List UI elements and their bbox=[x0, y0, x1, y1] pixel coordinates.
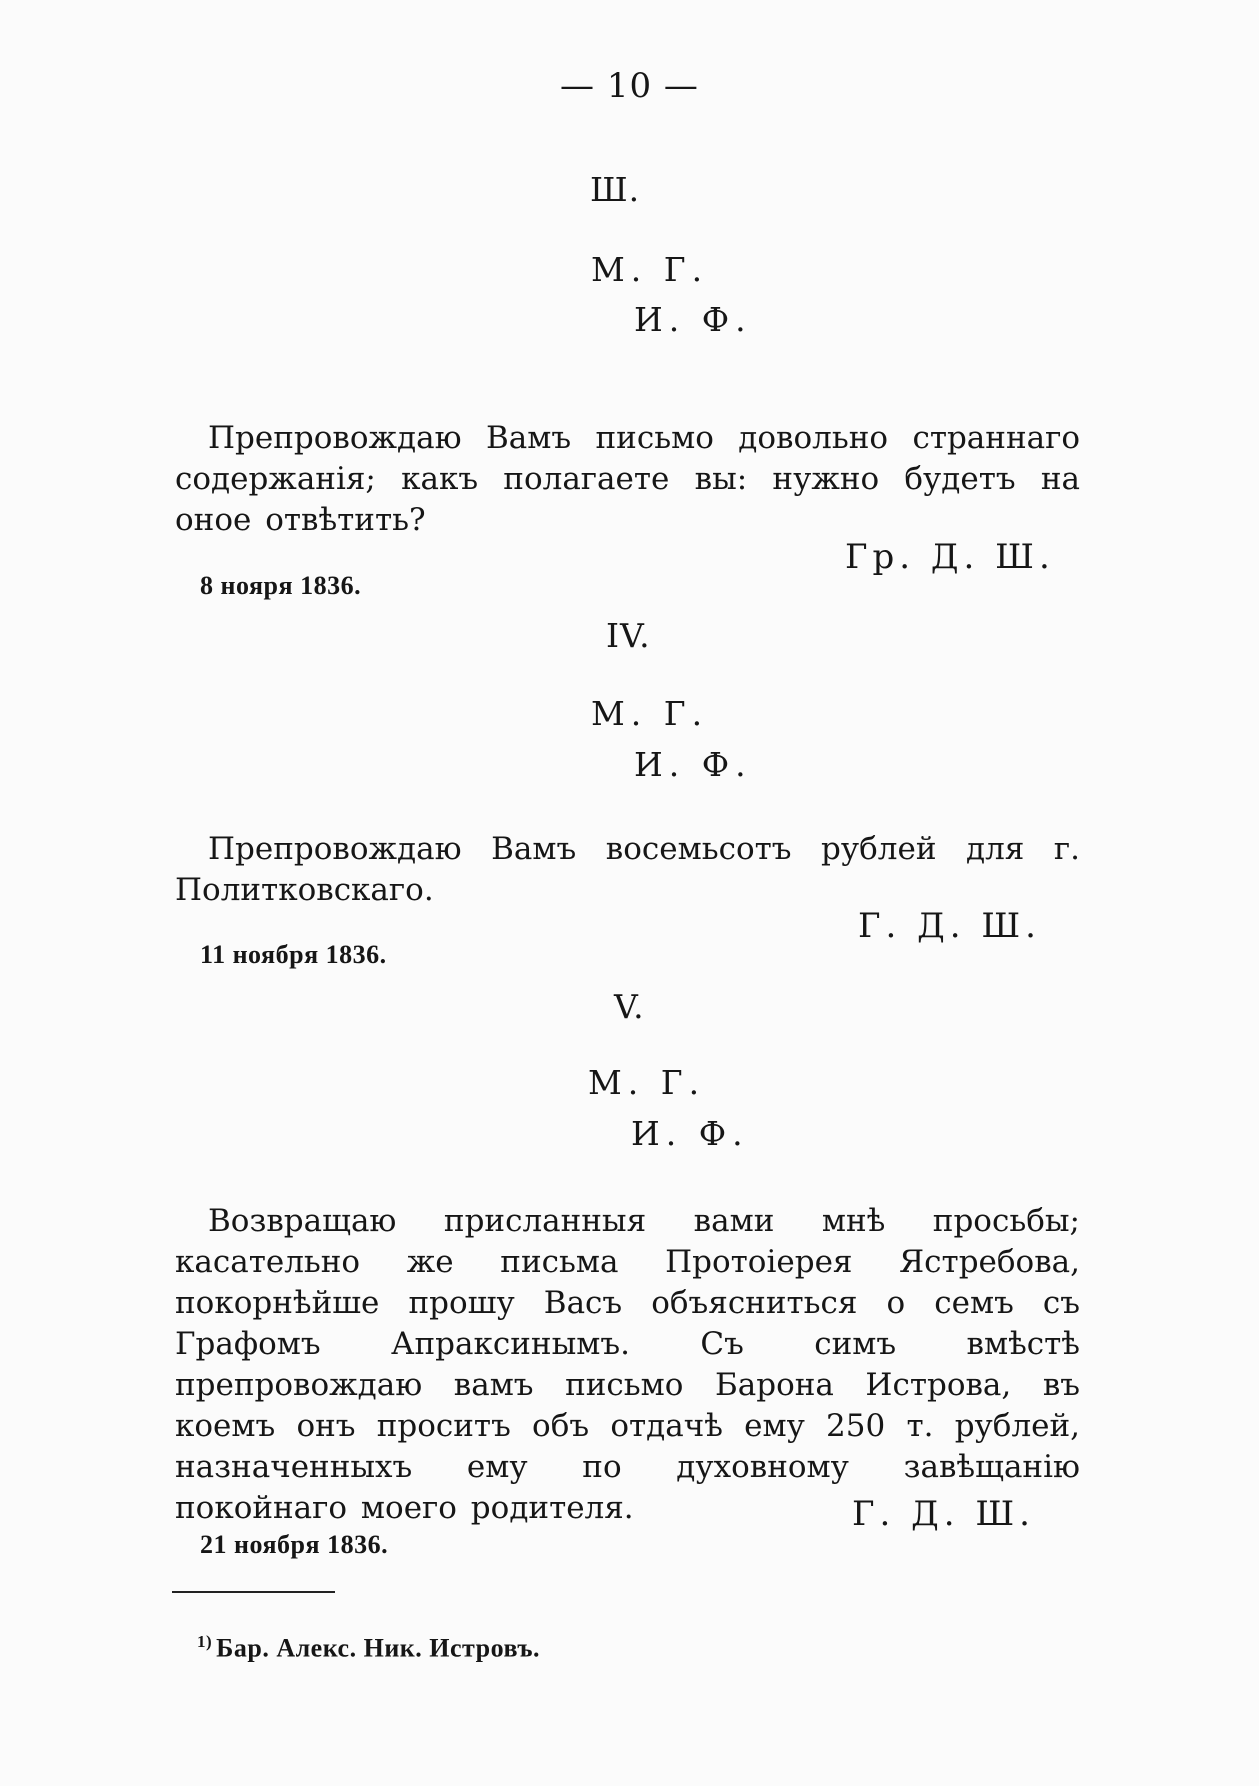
salutation-line-2: И. Ф. bbox=[634, 300, 752, 339]
salutation-line-2: И. Ф. bbox=[631, 1114, 749, 1153]
letter-body-text: Препровождаю Вамъ письмо довольно страннаго содержанія; какъ полагаете вы: нужно будетъ на оное отвѣтить? bbox=[175, 420, 1080, 538]
footnote-divider bbox=[172, 1591, 335, 1593]
page-number: — 10 — bbox=[560, 66, 699, 106]
footnote-text: Бар. Алекс. Ник. Истровъ. bbox=[216, 1633, 540, 1663]
salutation-line-1: М. Г. bbox=[588, 1063, 706, 1102]
letter-numeral: Ш. bbox=[590, 170, 641, 209]
letter-date: 11 ноября 1836. bbox=[200, 940, 387, 969]
letter-body bbox=[175, 829, 1080, 911]
letter-body bbox=[175, 1201, 1080, 1529]
letter-signature: Гр. Д. Ш. bbox=[845, 537, 1055, 577]
salutation-line-2: И. Ф. bbox=[634, 745, 752, 784]
letter-signature: Г. Д. Ш. bbox=[858, 906, 1041, 946]
letter-date: 8 нояря 1836. bbox=[200, 571, 362, 600]
letter-body-text: Возвращаю присланныя вами мнѣ просьбы; касательно же письма Протоіерея Ястребова, покорнѣйше прошу Васъ объясниться о семъ съ Графомъ Апраксинымъ. Съ симъ вмѣстѣ препровождаю вамъ письмо Барона Истрова, въ коемъ онъ проситъ объ отдачѣ ему 250 т. рублей, назначенныхъ ему по духовному завѣщанію покойнаго моего родителя. bbox=[175, 1203, 1080, 1526]
salutation-line-1: М. Г. bbox=[591, 250, 709, 289]
letter-body-text: Препровождаю Вамъ восемьсотъ рублей для г. Политковскаго. bbox=[175, 831, 1080, 908]
salutation-line-1: М. Г. bbox=[591, 694, 709, 733]
letter-body bbox=[175, 418, 1080, 541]
letter-date: 21 ноября 1836. bbox=[200, 1530, 389, 1559]
footnote bbox=[197, 1632, 540, 1664]
letter-signature: Г. Д. Ш. bbox=[852, 1494, 1035, 1534]
letter-numeral: V. bbox=[614, 987, 645, 1026]
letter-numeral: IV. bbox=[606, 616, 651, 655]
footnote-marker: 1) bbox=[197, 1632, 213, 1651]
